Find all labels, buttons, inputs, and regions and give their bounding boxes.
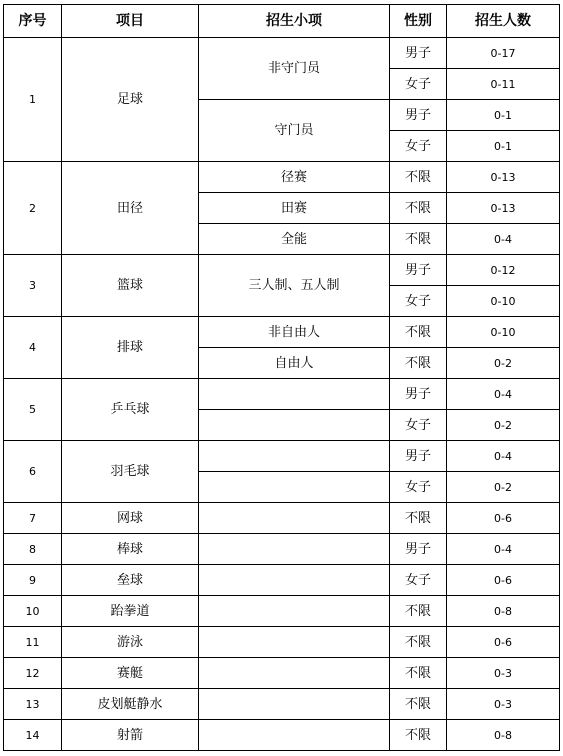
row-number: 11 [4,627,62,658]
header-count: 招生人数 [447,5,560,38]
row-number: 7 [4,503,62,534]
header-gender: 性别 [390,5,447,38]
sub-item: 非守门员 [199,38,390,100]
header-row [4,5,560,38]
row-number: 9 [4,565,62,596]
count-cell: 0-13 [447,193,560,224]
count-cell: 0-6 [447,503,560,534]
count-cell: 0-4 [447,224,560,255]
gender-cell: 男子 [390,379,447,410]
project-name: 乒乓球 [62,379,199,441]
gender-cell: 女子 [390,286,447,317]
count-cell: 0-17 [447,38,560,69]
count-cell: 0-3 [447,689,560,720]
sub-item-empty [199,689,390,720]
project-name: 羽毛球 [62,441,199,503]
sub-item-empty [199,720,390,751]
sub-item-empty [199,379,390,410]
row-number: 8 [4,534,62,565]
table-row [4,441,560,472]
table-row [4,38,560,69]
gender-cell: 女子 [390,69,447,100]
gender-cell: 女子 [390,565,447,596]
count-cell: 0-8 [447,596,560,627]
sub-item-empty [199,627,390,658]
sub-item-empty [199,441,390,472]
count-cell: 0-4 [447,379,560,410]
count-cell: 0-2 [447,348,560,379]
sub-item: 径赛 [199,162,390,193]
row-number: 1 [4,38,62,162]
gender-cell: 不限 [390,689,447,720]
sub-item-empty [199,596,390,627]
table-row [4,255,560,286]
project-name: 篮球 [62,255,199,317]
gender-cell: 不限 [390,317,447,348]
gender-cell: 女子 [390,472,447,503]
table-row [4,627,560,658]
sub-item: 自由人 [199,348,390,379]
gender-cell: 男子 [390,255,447,286]
sub-item: 三人制、五人制 [199,255,390,317]
count-cell: 0-10 [447,317,560,348]
table-row [4,317,560,348]
sub-item: 全能 [199,224,390,255]
row-number: 4 [4,317,62,379]
sub-item: 守门员 [199,100,390,162]
row-number: 5 [4,379,62,441]
header-project: 项目 [62,5,199,38]
row-number: 12 [4,658,62,689]
project-name: 棒球 [62,534,199,565]
gender-cell: 不限 [390,503,447,534]
gender-cell: 不限 [390,193,447,224]
gender-cell: 不限 [390,720,447,751]
table-row [4,503,560,534]
table-row [4,534,560,565]
project-name: 跆拳道 [62,596,199,627]
gender-cell: 不限 [390,596,447,627]
count-cell: 0-1 [447,100,560,131]
count-cell: 0-11 [447,69,560,100]
count-cell: 0-13 [447,162,560,193]
sub-item-empty [199,503,390,534]
table-row [4,658,560,689]
gender-cell: 男子 [390,441,447,472]
project-name: 皮划艇静水 [62,689,199,720]
gender-cell: 男子 [390,38,447,69]
count-cell: 0-6 [447,565,560,596]
gender-cell: 女子 [390,410,447,441]
project-name: 网球 [62,503,199,534]
row-number: 13 [4,689,62,720]
gender-cell: 不限 [390,162,447,193]
gender-cell: 不限 [390,627,447,658]
table-row [4,162,560,193]
count-cell: 0-6 [447,627,560,658]
sub-item-empty [199,534,390,565]
gender-cell: 男子 [390,100,447,131]
gender-cell: 不限 [390,658,447,689]
row-number: 10 [4,596,62,627]
project-name: 垒球 [62,565,199,596]
row-number: 6 [4,441,62,503]
project-name: 游泳 [62,627,199,658]
sub-item: 非自由人 [199,317,390,348]
sub-item-empty [199,658,390,689]
gender-cell: 不限 [390,348,447,379]
header-no: 序号 [4,5,62,38]
count-cell: 0-1 [447,131,560,162]
table-row [4,379,560,410]
gender-cell: 女子 [390,131,447,162]
enrollment-table [3,4,560,751]
header-sub-item: 招生小项 [199,5,390,38]
count-cell: 0-12 [447,255,560,286]
count-cell: 0-10 [447,286,560,317]
sub-item-empty [199,472,390,503]
row-number: 14 [4,720,62,751]
table-row [4,596,560,627]
project-name: 足球 [62,38,199,162]
count-cell: 0-4 [447,534,560,565]
gender-cell: 男子 [390,534,447,565]
table-row [4,565,560,596]
project-name: 排球 [62,317,199,379]
count-cell: 0-3 [447,658,560,689]
row-number: 2 [4,162,62,255]
table-row [4,689,560,720]
count-cell: 0-2 [447,472,560,503]
table-row [4,720,560,751]
sub-item-empty [199,410,390,441]
project-name: 田径 [62,162,199,255]
count-cell: 0-4 [447,441,560,472]
project-name: 射箭 [62,720,199,751]
row-number: 3 [4,255,62,317]
sub-item-empty [199,565,390,596]
sub-item: 田赛 [199,193,390,224]
count-cell: 0-2 [447,410,560,441]
gender-cell: 不限 [390,224,447,255]
project-name: 赛艇 [62,658,199,689]
count-cell: 0-8 [447,720,560,751]
